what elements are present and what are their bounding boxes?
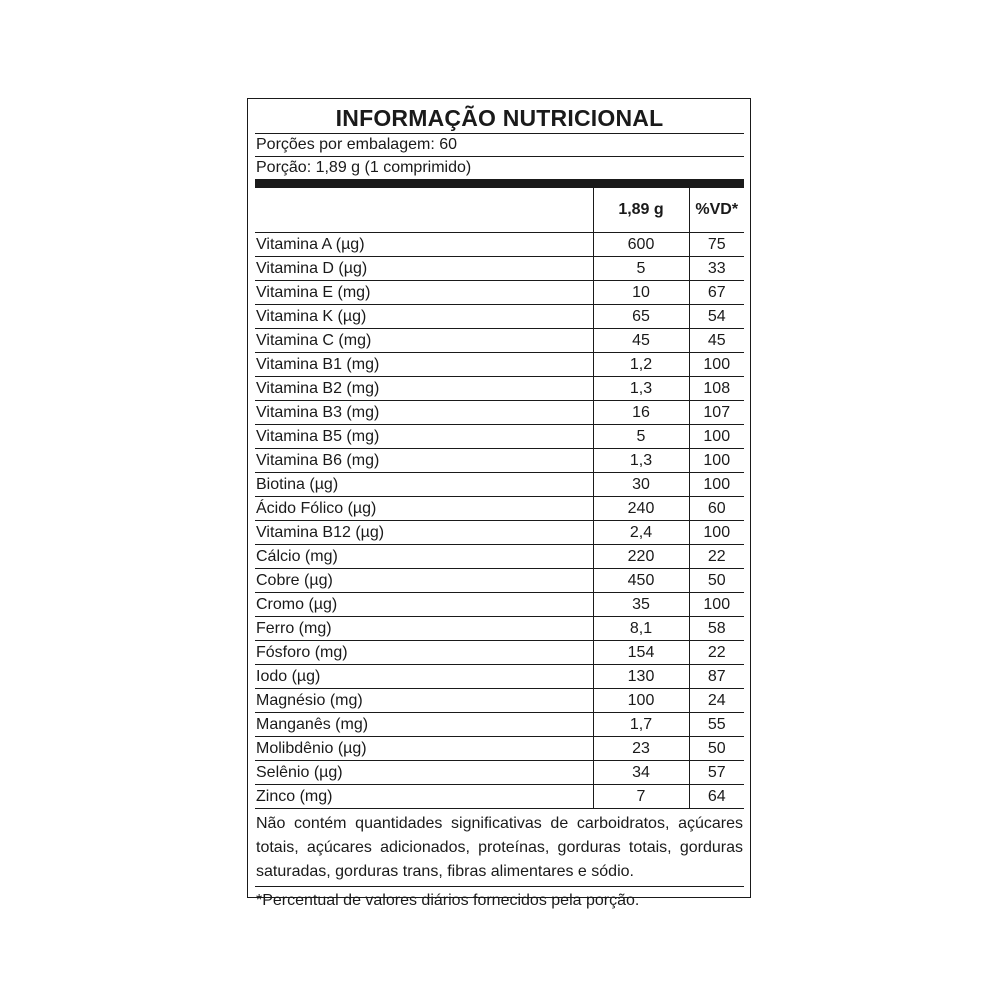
nutrient-amount: 34 [593, 761, 689, 785]
nutrient-amount: 220 [593, 545, 689, 569]
table-row [255, 281, 744, 305]
nutrient-amount: 35 [593, 593, 689, 617]
nutrient-amount: 1,2 [593, 353, 689, 377]
nutrient-daily-value: 100 [689, 449, 744, 473]
table-row [255, 233, 744, 257]
nutrient-daily-value: 22 [689, 545, 744, 569]
table-row [255, 761, 744, 785]
not-significant-note: Não contém quantidades significativas de carboidratos, açúcares totais, açúcares adicionados, proteínas, gorduras totais, gorduras saturadas, gorduras trans, fibras alimentares e sódio. [255, 809, 744, 887]
nutrient-amount: 240 [593, 497, 689, 521]
nutrient-name: Cromo (µg) [255, 593, 593, 617]
table-row [255, 545, 744, 569]
nutrient-amount: 45 [593, 329, 689, 353]
nutrient-amount: 16 [593, 401, 689, 425]
nutrient-amount: 5 [593, 425, 689, 449]
table-row [255, 665, 744, 689]
table-row [255, 617, 744, 641]
table-row [255, 401, 744, 425]
serving-size: Porção: 1,89 g (1 comprimido) [256, 159, 472, 176]
nutrient-rows [255, 233, 744, 809]
thick-divider [255, 179, 744, 188]
nutrient-daily-value: 64 [689, 785, 744, 809]
nutrient-name: Iodo (µg) [255, 665, 593, 689]
table-row [255, 689, 744, 713]
nutrient-daily-value: 57 [689, 761, 744, 785]
table-row [255, 473, 744, 497]
nutrient-name: Vitamina B5 (mg) [255, 425, 593, 449]
nutrient-name: Vitamina B2 (mg) [255, 377, 593, 401]
nutrient-amount: 1,7 [593, 713, 689, 737]
nutrient-amount: 10 [593, 281, 689, 305]
nutrient-name: Selênio (µg) [255, 761, 593, 785]
nutrient-amount: 450 [593, 569, 689, 593]
nutrient-name: Vitamina B12 (µg) [255, 521, 593, 545]
nutrient-name: Vitamina B1 (mg) [255, 353, 593, 377]
nutrient-amount: 600 [593, 233, 689, 257]
table-row [255, 425, 744, 449]
nutrient-name: Vitamina A (µg) [255, 233, 593, 257]
nutrient-daily-value: 100 [689, 521, 744, 545]
nutrient-daily-value: 100 [689, 425, 744, 449]
nutrient-daily-value: 107 [689, 401, 744, 425]
table-row [255, 521, 744, 545]
nutrition-facts-label [247, 98, 751, 909]
nutrient-daily-value: 55 [689, 713, 744, 737]
nutrient-daily-value: 100 [689, 353, 744, 377]
table-row [255, 353, 744, 377]
nutrient-name: Zinco (mg) [255, 785, 593, 809]
nutrient-amount: 7 [593, 785, 689, 809]
table-row [255, 569, 744, 593]
nutrient-amount: 8,1 [593, 617, 689, 641]
table-row [255, 497, 744, 521]
nutrient-amount: 100 [593, 689, 689, 713]
nutrient-name: Vitamina K (µg) [255, 305, 593, 329]
table-row [255, 377, 744, 401]
nutrient-name: Vitamina B3 (mg) [255, 401, 593, 425]
table-row [255, 449, 744, 473]
nutrient-daily-value: 50 [689, 737, 744, 761]
nutrient-name: Vitamina E (mg) [255, 281, 593, 305]
daily-value-footnote: *Percentual de valores diários fornecidos pela porção. [256, 892, 640, 909]
nutrient-amount: 30 [593, 473, 689, 497]
nutrient-daily-value: 100 [689, 593, 744, 617]
nutrient-amount: 1,3 [593, 449, 689, 473]
nutrient-name: Vitamina D (µg) [255, 257, 593, 281]
table-row [255, 737, 744, 761]
nutrient-amount: 154 [593, 641, 689, 665]
header-nutrient [255, 188, 593, 233]
nutrient-amount: 5 [593, 257, 689, 281]
nutrient-daily-value: 60 [689, 497, 744, 521]
nutrient-name: Fósforo (mg) [255, 641, 593, 665]
table-row [255, 257, 744, 281]
nutrient-daily-value: 87 [689, 665, 744, 689]
nutrient-daily-value: 22 [689, 641, 744, 665]
nutrient-amount: 2,4 [593, 521, 689, 545]
nutrient-name: Magnésio (mg) [255, 689, 593, 713]
table-row [255, 305, 744, 329]
header-amount: 1,89 g [593, 188, 689, 233]
table-row [255, 641, 744, 665]
label-content [255, 99, 744, 909]
label-title: INFORMAÇÃO NUTRICIONAL [255, 99, 744, 134]
nutrient-name: Cálcio (mg) [255, 545, 593, 569]
nutrient-table [255, 188, 744, 809]
nutrient-daily-value: 67 [689, 281, 744, 305]
nutrient-daily-value: 100 [689, 473, 744, 497]
nutrient-daily-value: 24 [689, 689, 744, 713]
nutrient-amount: 65 [593, 305, 689, 329]
table-row [255, 329, 744, 353]
table-header-row [255, 188, 744, 233]
nutrient-amount: 1,3 [593, 377, 689, 401]
nutrient-name: Manganês (mg) [255, 713, 593, 737]
servings-per-package: Porções por embalagem: 60 [255, 134, 744, 157]
nutrient-name: Vitamina C (mg) [255, 329, 593, 353]
nutrient-amount: 130 [593, 665, 689, 689]
nutrient-daily-value: 108 [689, 377, 744, 401]
table-row [255, 785, 744, 809]
nutrient-daily-value: 75 [689, 233, 744, 257]
table-row [255, 713, 744, 737]
nutrient-name: Ácido Fólico (µg) [255, 497, 593, 521]
nutrient-name: Cobre (µg) [255, 569, 593, 593]
nutrient-daily-value: 54 [689, 305, 744, 329]
nutrient-amount: 23 [593, 737, 689, 761]
nutrient-name: Biotina (µg) [255, 473, 593, 497]
nutrient-name: Ferro (mg) [255, 617, 593, 641]
header-daily-value: %VD* [689, 188, 744, 233]
nutrient-daily-value: 33 [689, 257, 744, 281]
nutrient-daily-value: 58 [689, 617, 744, 641]
table-row [255, 593, 744, 617]
nutrient-daily-value: 45 [689, 329, 744, 353]
nutrient-name: Molibdênio (µg) [255, 737, 593, 761]
nutrient-name: Vitamina B6 (mg) [255, 449, 593, 473]
nutrient-daily-value: 50 [689, 569, 744, 593]
